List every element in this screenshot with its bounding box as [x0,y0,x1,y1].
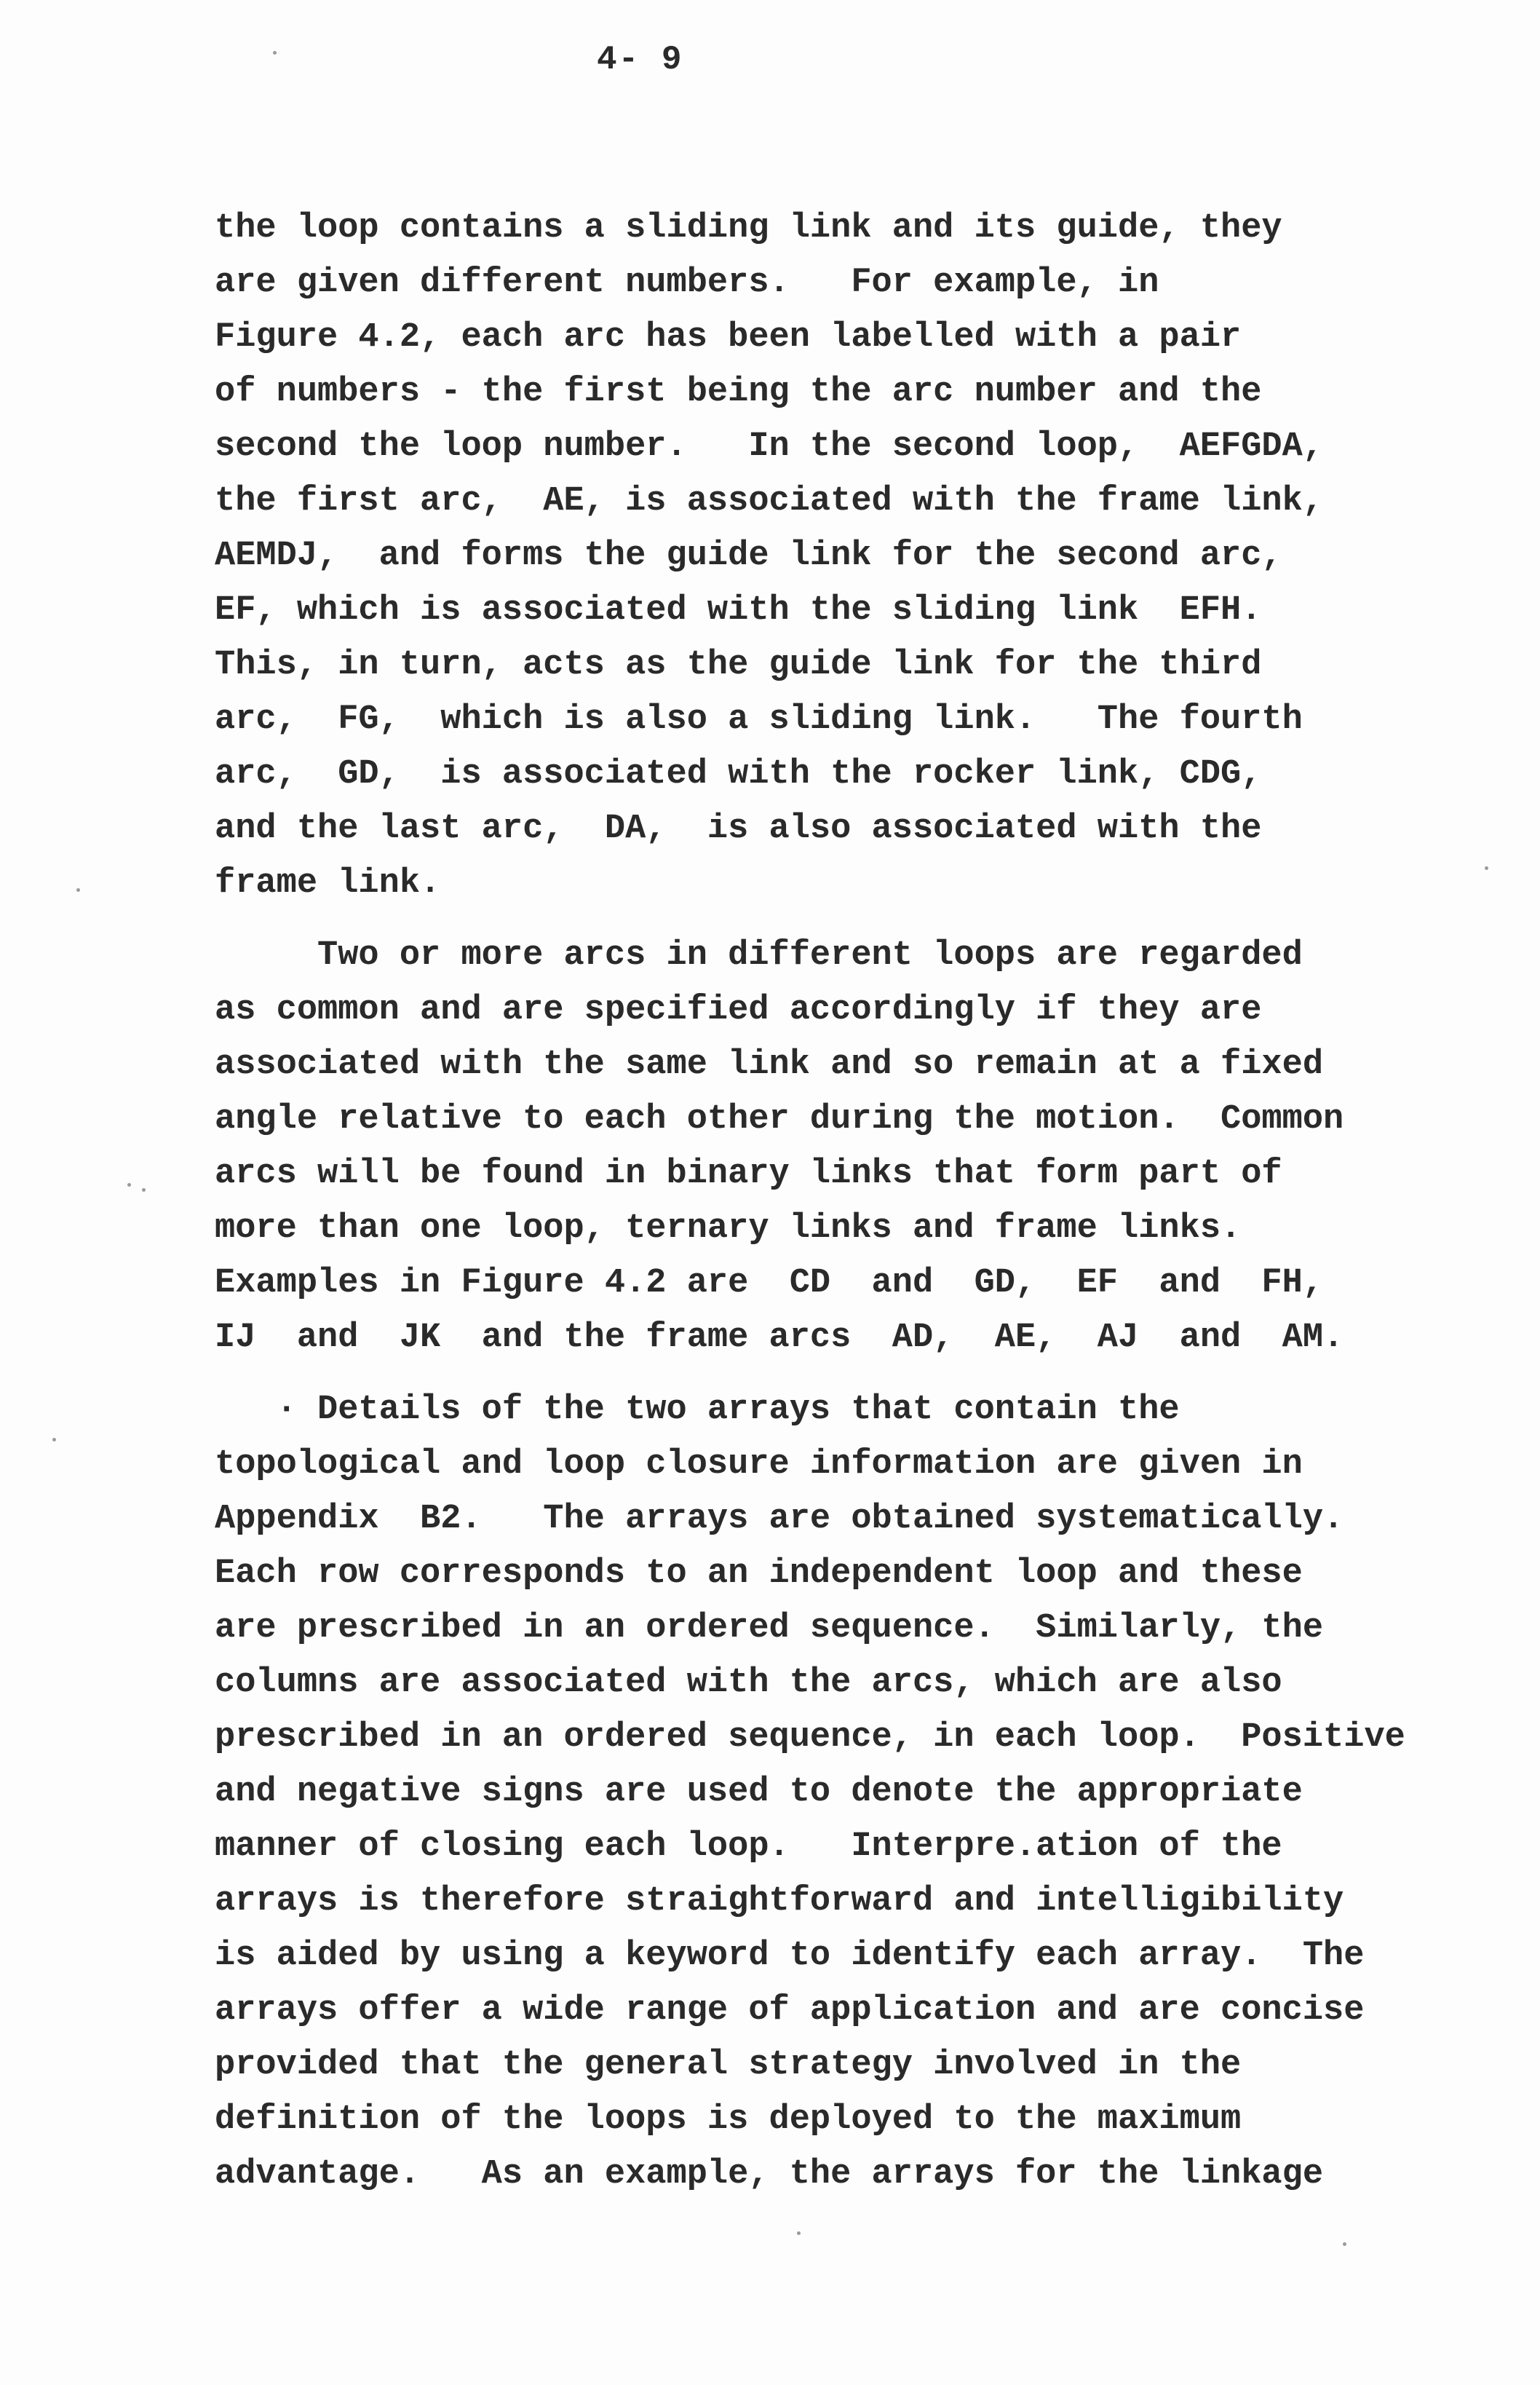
text-line: Each row corresponds to an independent loop and these [215,1554,1303,1593]
text-line: are given different numbers. For example, in [215,264,1159,302]
text-line: Two or more arcs in different loops are regarded [215,936,1303,975]
scan-speck [142,1188,146,1192]
text-line: angle relative to each other during the motion. Common [215,1100,1344,1139]
text-line: more than one loop, ternary links and frame links. [215,1209,1242,1248]
text-line: of numbers - the first being the arc number and the [215,373,1262,411]
text-line: Appendix B2. The arrays are obtained systematically. [215,1500,1344,1538]
text-line: provided that the general strategy involved in the [215,2046,1242,2084]
text-line: the first arc, AE, is associated with the frame link, [215,482,1324,521]
text-line: Figure 4.2, each arc has been labelled with a pair [215,318,1242,357]
text-line: is aided by using a keyword to identify each array. The [215,1937,1365,1975]
text-line: as common and are specified accordingly if they are [215,991,1262,1029]
text-line: Examples in Figure 4.2 are CD and GD, EF and FH, [215,1264,1324,1302]
scan-speck [52,1438,56,1441]
text-line: IJ and JK and the frame arcs AD, AE, AJ and AM. [215,1318,1344,1357]
page-number: 4- 9 [597,41,683,79]
text-line: arc, FG, which is also a sliding link. The fourth [215,700,1303,739]
text-line: arrays is therefore straightforward and intelligibility [215,1882,1344,1921]
text-line: topological and loop closure information are given in [215,1445,1303,1484]
text-line: associated with the same link and so remain at a fixed [215,1045,1324,1084]
text-line: arc, GD, is associated with the rocker link, CDG, [215,755,1262,794]
text-line: EF, which is associated with the sliding link EFH. [215,591,1262,630]
text-line: advantage. As an example, the arrays for the linkage [215,2155,1324,2194]
scan-speck [797,2231,801,2235]
scan-speck [1485,866,1488,870]
text-line: frame link. [215,864,441,903]
text-line: · Details of the two arrays that contain the [215,1391,1180,1429]
text-line: second the loop number. In the second loop, AEFGDA, [215,427,1324,466]
scan-speck [127,1183,131,1187]
text-line: definition of the loops is deployed to the maximum [215,2100,1242,2139]
scan-speck [273,51,277,55]
text-line: arcs will be found in binary links that form part of [215,1155,1282,1193]
scan-speck [1343,2242,1346,2246]
text-line: are prescribed in an ordered sequence. Similarly, the [215,1609,1324,1648]
text-line: columns are associated with the arcs, which are also [215,1664,1282,1702]
text-line: AEMDJ, and forms the guide link for the second arc, [215,537,1282,575]
text-line: and the last arc, DA, is also associated with the [215,810,1262,848]
text-line: the loop contains a sliding link and its guide, they [215,209,1282,248]
text-line: prescribed in an ordered sequence, in each loop. Positive [215,1718,1405,1757]
text-line: arrays offer a wide range of application and are concise [215,1991,1365,2030]
scan-speck [76,888,80,892]
text-line: This, in turn, acts as the guide link for the third [215,646,1262,684]
text-line: manner of closing each loop. Interpre.ation of the [215,1827,1282,1866]
text-line: and negative signs are used to denote the appropriate [215,1773,1303,1811]
